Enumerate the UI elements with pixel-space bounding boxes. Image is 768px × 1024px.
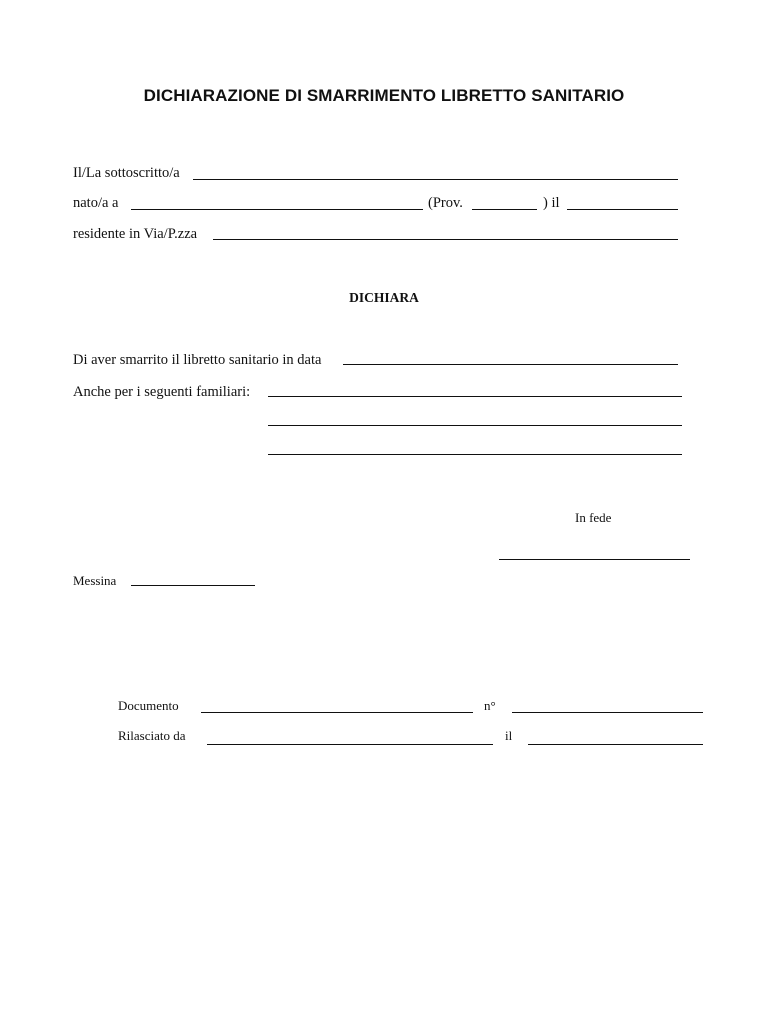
family-field-3[interactable]	[268, 454, 682, 455]
page-title: DICHIARAZIONE DI SMARRIMENTO LIBRETTO SANITARIO	[143, 86, 625, 105]
undersigned-label: Il/La sottoscritto/a	[73, 165, 180, 181]
declares-heading: DICHIARA	[349, 290, 419, 305]
born-label: nato/a a	[73, 195, 119, 211]
issued-by-label: Rilasciato da	[118, 728, 186, 743]
city-label: Messina	[73, 573, 117, 588]
undersigned-field[interactable]	[193, 179, 678, 180]
family-field-2[interactable]	[268, 425, 682, 426]
lost-date-label: Di aver smarrito il libretto sanitario in data	[73, 352, 322, 368]
family-field-1[interactable]	[268, 396, 682, 397]
issued-on-label: il	[505, 728, 513, 743]
document-field[interactable]	[201, 712, 473, 713]
province-label: (Prov.	[428, 195, 463, 211]
place-date-field[interactable]	[131, 585, 255, 586]
signature-field[interactable]	[499, 559, 690, 560]
number-label: n°	[484, 698, 496, 713]
birthplace-field[interactable]	[131, 209, 423, 210]
document-number-field[interactable]	[512, 712, 703, 713]
residence-field[interactable]	[213, 239, 678, 240]
issued-by-field[interactable]	[207, 744, 493, 745]
province-field[interactable]	[472, 209, 537, 210]
issued-on-field[interactable]	[528, 744, 703, 745]
birthdate-field[interactable]	[567, 209, 678, 210]
in-fede-label: In fede	[575, 510, 612, 525]
birthdate-label: ) il	[543, 195, 560, 211]
document-label: Documento	[118, 698, 179, 713]
family-label: Anche per i seguenti familiari:	[73, 384, 251, 400]
lost-date-field[interactable]	[343, 364, 678, 365]
residence-label: residente in Via/P.zza	[73, 226, 198, 242]
